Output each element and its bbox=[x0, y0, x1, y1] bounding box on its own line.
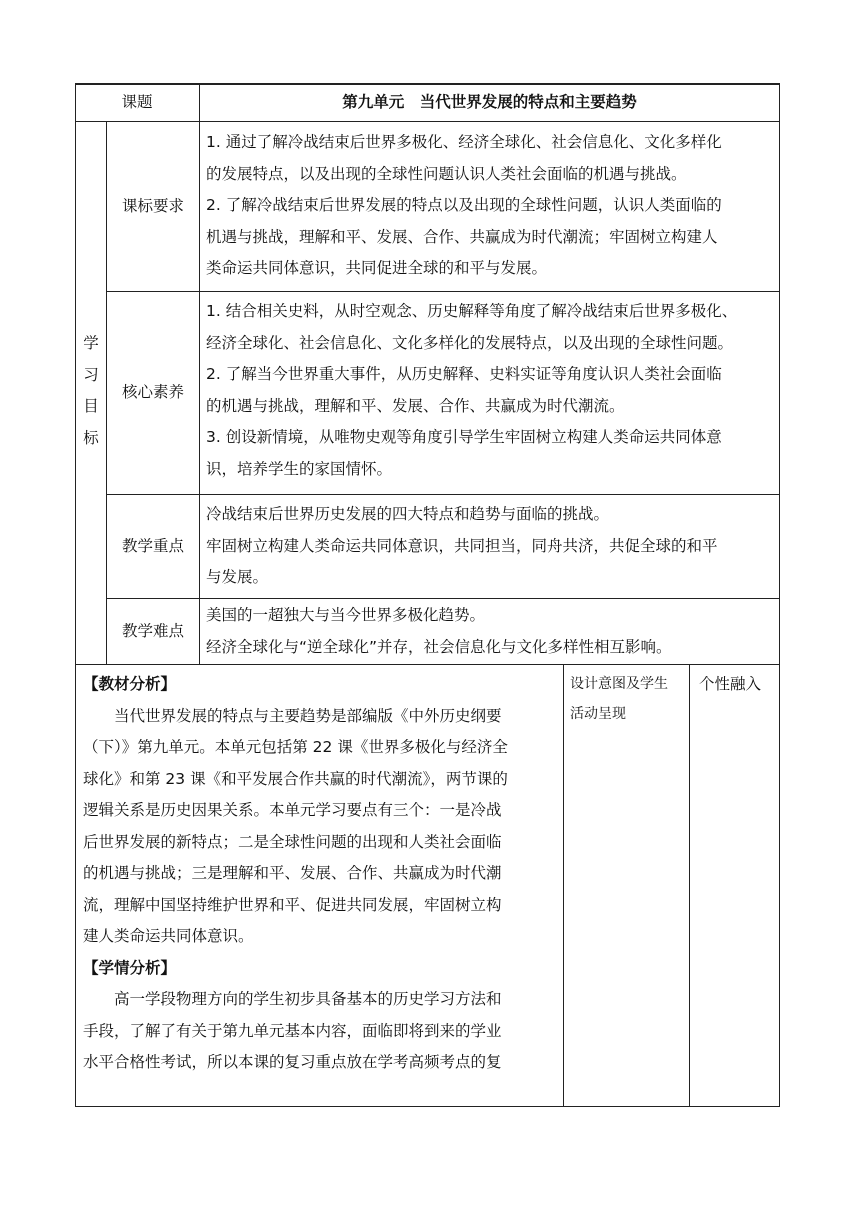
student-analysis-heading: 【学情分析】 bbox=[83, 958, 177, 977]
topic-title: 第九单元 当代世界发展的特点和主要趋势 bbox=[342, 93, 637, 112]
row-divider-curriculum bbox=[106, 291, 780, 292]
personal-integration-label: 个性融入 bbox=[699, 675, 762, 693]
curriculum-content: 1. 通过了解冷战结束后世界多极化、经济全球化、社会信息化、文化多样化 的发展特点，以及出现的全球性问题认识人类社会面临的机遇与挑战。 2. 了解冷战结束后世界发展的特点以及出现的全球性问题，认识人类面临的 机遇与挑战，理解和平、发展、合作、共赢成为时代潮流；牢固树立构建人 类命运共同体意识，共同促进全球的和平与发展。 bbox=[206, 133, 722, 277]
keypoints-content: 冷战结束后世界历史发展的四大特点和趋势与面临的挑战。 牢固树立构建人类命运共同体意识，共同担当，同舟共济，共促全球的和平 与发展。 bbox=[206, 505, 718, 586]
textbook-analysis-heading: 【教材分析】 bbox=[83, 675, 177, 693]
difficulties-label: 教学难点 bbox=[121, 621, 184, 640]
row-divider-keypoints bbox=[106, 598, 780, 599]
table-right-border bbox=[779, 83, 780, 1107]
col-divider-design bbox=[689, 664, 690, 1106]
table-left-border bbox=[75, 83, 76, 1107]
objectives-group-label: 学 习 目 标 bbox=[83, 334, 99, 447]
table-bottom-border bbox=[75, 1106, 780, 1107]
difficulties-content: 美国的一超独大与当今世界多极化趋势。 经济全球化与“逆全球化”并存，社会信息化与文化多样性相互影响。 bbox=[206, 606, 672, 656]
row-divider-literacy bbox=[106, 494, 780, 495]
analysis-content: 【教材分析】 当代世界发展的特点与主要趋势是部编版《中外历史纲要 （下）》第九单元。本单元包括第 22 课《世界多极化与经济全 球化》和第 23 课《和平发展合作共赢的时代潮流》，两节课的 逻辑关系是历史因果关系。本单元学习要点有三个：一是冷战 后世界发展的新特点；二是全球性问题的出现和人类社会面临 的机遇与挑战；三是理解和平、发展、合作、共赢成为时代潮 流，理解中国坚持维护世界和平、促进共同发展，牢固树立构 建人类命运共同体意识。 【学情分析】 高一学段物理方向的学生初步具备基本的历史学习方法和 手段，了解了有关于第九单元基本内容，面临即将到来的学业 水平合格性考试，所以本课的复习重点放在学考高频考点的复 bbox=[83, 669, 559, 1079]
curriculum-label: 课标要求 bbox=[121, 196, 184, 215]
col-divider-analysis bbox=[563, 664, 564, 1106]
design-intent-label: 设计意图及学生 活动呈现 bbox=[570, 676, 668, 722]
keypoints-label: 教学重点 bbox=[121, 536, 184, 555]
literacy-label: 核心素养 bbox=[121, 383, 184, 402]
literacy-content: 1. 结合相关史料，从时空观念、历史解释等角度了解冷战结束后世界多极化、 经济全球化、社会信息化、文化多样化的发展特点，以及出现的全球性问题。 2. 了解当今世界重大事件，从历史解释、史料实证等角度认识人类社会面临 的机遇与挑战，理解和平、发展、合作、共赢成为时代潮流。 3. 创设新情境，从唯物史观等角度引导学生牢固树立构建人类命运共同体意 识，培养学生的家国情怀。 bbox=[206, 302, 738, 478]
row-divider-objectives-end bbox=[75, 664, 780, 665]
topic-label: 课题 bbox=[121, 93, 153, 112]
col-divider-label bbox=[199, 83, 200, 664]
